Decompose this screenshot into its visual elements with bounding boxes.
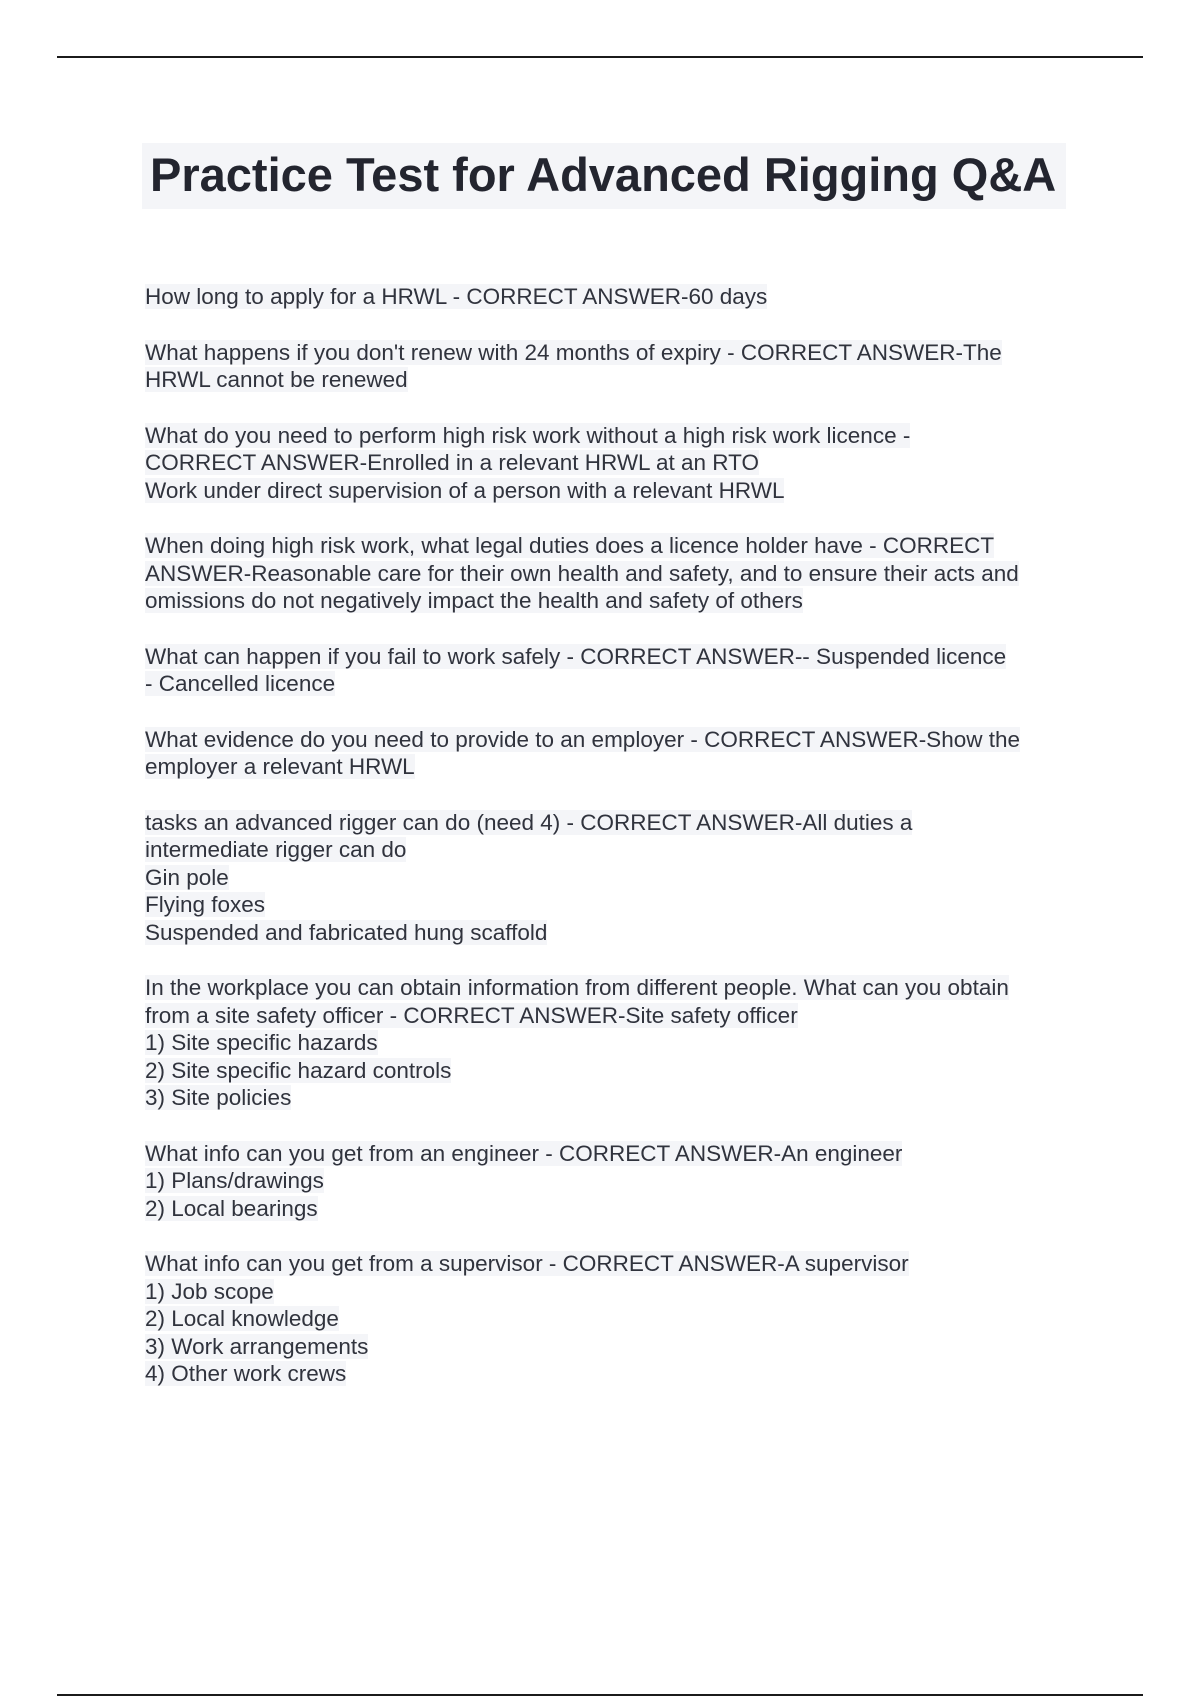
qa-line-text: 1) Job scope <box>145 1278 274 1304</box>
page-title: Practice Test for Advanced Rigging Q&A <box>142 143 1066 209</box>
qa-line-text: What info can you get from a supervisor - CORRECT ANSWER-A supervisor <box>145 1251 909 1276</box>
qa-item <box>145 643 1095 698</box>
qa-line <box>145 1250 1095 1278</box>
qa-line-text: 2) Local knowledge <box>145 1306 339 1331</box>
qa-item <box>145 1250 1095 1388</box>
qa-line-text: HRWL cannot be renewed <box>145 367 408 392</box>
qa-line <box>145 836 1095 864</box>
qa-item <box>145 974 1095 1112</box>
qa-line <box>145 422 1095 450</box>
qa-line <box>145 1002 1095 1030</box>
qa-line <box>145 532 1095 560</box>
qa-line <box>145 587 1095 615</box>
qa-line-text: tasks an advanced rigger can do (need 4) - CORRECT ANSWER-All duties a <box>145 809 913 835</box>
qa-line-text: In the workplace you can obtain information from different people. What can you obtain <box>145 975 1009 1000</box>
qa-line-text: 3) Site policies <box>145 1085 292 1110</box>
qa-line <box>145 477 1095 505</box>
qa-line <box>145 1167 1095 1195</box>
qa-line-text: Suspended and fabricated hung scaffold <box>145 919 548 945</box>
qa-item <box>145 283 1095 311</box>
qa-line <box>145 753 1095 781</box>
qa-line-text: from a site safety officer - CORRECT ANSWER-Site safety officer <box>145 1002 798 1028</box>
qa-line <box>145 1029 1095 1057</box>
qa-line-text: What info can you get from an engineer - CORRECT ANSWER-An engineer <box>145 1140 903 1166</box>
qa-line <box>145 809 1095 837</box>
qa-line-text: omissions do not negatively impact the health and safety of others <box>145 588 803 613</box>
qa-line <box>145 1084 1095 1112</box>
qa-line <box>145 919 1095 947</box>
qa-line <box>145 560 1095 588</box>
top-rule <box>57 56 1143 58</box>
qa-line <box>145 1278 1095 1306</box>
qa-item <box>145 422 1095 505</box>
qa-line-text: - Cancelled licence <box>145 671 336 696</box>
qa-line-text: What happens if you don't renew with 24 months of expiry - CORRECT ANSWER-The <box>145 339 1002 365</box>
qa-item <box>145 532 1095 615</box>
qa-line-text: Gin pole <box>145 864 229 890</box>
qa-line-text: intermediate rigger can do <box>145 837 407 862</box>
qa-line <box>145 449 1095 477</box>
qa-line-text: Work under direct supervision of a person with a relevant HRWL <box>145 477 785 503</box>
qa-item <box>145 339 1095 394</box>
qa-line <box>145 283 1095 311</box>
qa-line-text: 2) Site specific hazard controls <box>145 1057 452 1083</box>
qa-line-text: 1) Plans/drawings <box>145 1168 324 1193</box>
qa-line-text: What can happen if you fail to work safely - CORRECT ANSWER-- Suspended licence <box>145 643 1007 669</box>
qa-item <box>145 1140 1095 1223</box>
qa-line <box>145 1195 1095 1223</box>
qa-line-text: 2) Local bearings <box>145 1195 318 1221</box>
qa-item <box>145 726 1095 781</box>
qa-line <box>145 670 1095 698</box>
qa-line-text: 3) Work arrangements <box>145 1333 369 1359</box>
qa-line <box>145 1360 1095 1388</box>
qa-line <box>145 1057 1095 1085</box>
qa-line-text: CORRECT ANSWER-Enrolled in a relevant HRWL at an RTO <box>145 450 759 475</box>
qa-line <box>145 643 1095 671</box>
qa-line <box>145 726 1095 754</box>
qa-line-text: ANSWER-Reasonable care for their own health and safety, and to ensure their acts and <box>145 560 1019 586</box>
qa-line <box>145 366 1095 394</box>
qa-line <box>145 974 1095 1002</box>
qa-line-text: 4) Other work crews <box>145 1361 347 1386</box>
qa-line <box>145 1333 1095 1361</box>
qa-list <box>145 283 1095 1416</box>
qa-line <box>145 339 1095 367</box>
qa-line-text: Flying foxes <box>145 892 266 917</box>
qa-item <box>145 809 1095 947</box>
qa-line-text: What do you need to perform high risk work without a high risk work licence - <box>145 422 911 448</box>
qa-line-text: What evidence do you need to provide to an employer - CORRECT ANSWER-Show the <box>145 726 1020 752</box>
qa-line-text: employer a relevant HRWL <box>145 754 415 779</box>
qa-line-text: How long to apply for a HRWL - CORRECT ANSWER-60 days <box>145 284 768 309</box>
bottom-rule <box>57 1694 1143 1696</box>
qa-line <box>145 1140 1095 1168</box>
qa-line <box>145 891 1095 919</box>
qa-line <box>145 1305 1095 1333</box>
qa-line-text: 1) Site specific hazards <box>145 1030 378 1055</box>
qa-line-text: When doing high risk work, what legal duties does a licence holder have - CORRECT <box>145 533 995 558</box>
qa-line <box>145 864 1095 892</box>
